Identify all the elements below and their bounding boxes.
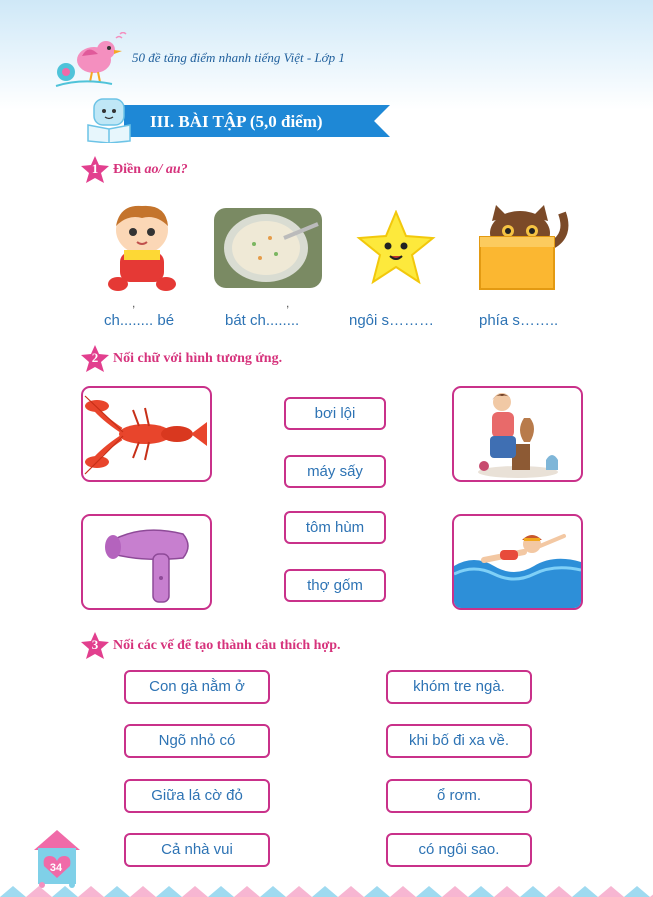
sentence-end-4[interactable]: có ngôi sao. — [386, 833, 532, 867]
fill-blank-2[interactable]: bát ch........ — [225, 312, 300, 329]
border-triangle — [52, 886, 78, 897]
porridge-bowl-image — [214, 208, 322, 288]
sentence-end-2[interactable]: khi bố đi xa về. — [386, 724, 532, 758]
border-triangle — [416, 886, 442, 897]
sentence-end-3[interactable]: ổ rơm. — [386, 779, 532, 813]
potter-image — [454, 388, 581, 480]
hair-dryer-image — [83, 516, 210, 608]
border-triangle — [598, 886, 624, 897]
question-3-text: Nối các vế để tạo thành câu thích hợp. — [113, 638, 341, 653]
swimming-card[interactable] — [452, 514, 583, 610]
question-1-header — [80, 155, 188, 185]
border-triangle — [546, 886, 572, 897]
border-triangle — [156, 886, 182, 897]
question-2-header — [80, 344, 282, 374]
border-triangle — [0, 886, 26, 897]
sentence-start-4[interactable]: Cả nhà vui — [124, 833, 270, 867]
fill-blank-1[interactable]: ch........ bé — [104, 312, 175, 329]
word-box-3[interactable]: tôm hùm — [284, 511, 386, 544]
border-triangle — [312, 886, 338, 897]
section-title: III. BÀI TẬP (5,0 điểm) — [150, 112, 323, 131]
bird-icon — [52, 32, 130, 90]
border-triangle — [442, 886, 468, 897]
page-number: 34 — [49, 862, 63, 874]
book-mascot-icon — [84, 95, 138, 143]
birdhouse-page-icon — [32, 828, 82, 888]
border-triangle — [338, 886, 364, 897]
border-triangle — [260, 886, 286, 897]
border-triangle — [624, 886, 650, 897]
border-triangle — [234, 886, 260, 897]
decorative-bottom-border — [0, 886, 653, 897]
border-triangle — [104, 886, 130, 897]
border-triangle — [572, 886, 598, 897]
word-box-1[interactable]: bơi lội — [284, 397, 386, 430]
sentence-start-3[interactable]: Giữa lá cờ đỏ — [124, 779, 270, 813]
border-triangle — [182, 886, 208, 897]
border-triangle — [494, 886, 520, 897]
question-1-text: Điền ao/ au? — [113, 162, 188, 177]
word-box-2[interactable]: máy sấy — [284, 455, 386, 488]
swimmer-image — [454, 516, 581, 608]
section-banner — [84, 103, 390, 139]
potter-card[interactable] — [452, 386, 583, 482]
border-triangle — [26, 886, 52, 897]
border-triangle — [390, 886, 416, 897]
star-number-badge: 1 — [80, 155, 110, 185]
border-triangle — [468, 886, 494, 897]
sentence-start-1[interactable]: Con gà nằm ở — [124, 670, 270, 704]
border-triangle — [208, 886, 234, 897]
border-triangle — [520, 886, 546, 897]
question-2-text: Nối chữ với hình tương ứng. — [113, 351, 283, 366]
border-triangle — [78, 886, 104, 897]
border-triangle — [130, 886, 156, 897]
hair-dryer-card[interactable] — [81, 514, 212, 610]
question-3-header — [80, 631, 341, 661]
border-triangle — [364, 886, 390, 897]
fill-blank-4[interactable]: phía s…….. — [479, 312, 559, 329]
sentence-start-2[interactable]: Ngõ nhỏ có — [124, 724, 270, 758]
fill-blank-3[interactable]: ngôi s……… — [349, 312, 435, 329]
star-number-badge: 3 — [80, 631, 110, 661]
book-series-title: 50 đề tăng điểm nhanh tiếng Việt - Lớp 1 — [132, 50, 345, 65]
star-number-badge: 2 — [80, 344, 110, 374]
lobster-image — [83, 388, 210, 480]
border-triangle — [286, 886, 312, 897]
star-character-image — [356, 210, 436, 286]
baby-image — [106, 202, 178, 294]
lobster-card[interactable] — [81, 386, 212, 482]
word-box-4[interactable]: thợ gốm — [284, 569, 386, 602]
cat-in-box-image — [478, 205, 570, 291]
sentence-end-1[interactable]: khóm tre ngà. — [386, 670, 532, 704]
